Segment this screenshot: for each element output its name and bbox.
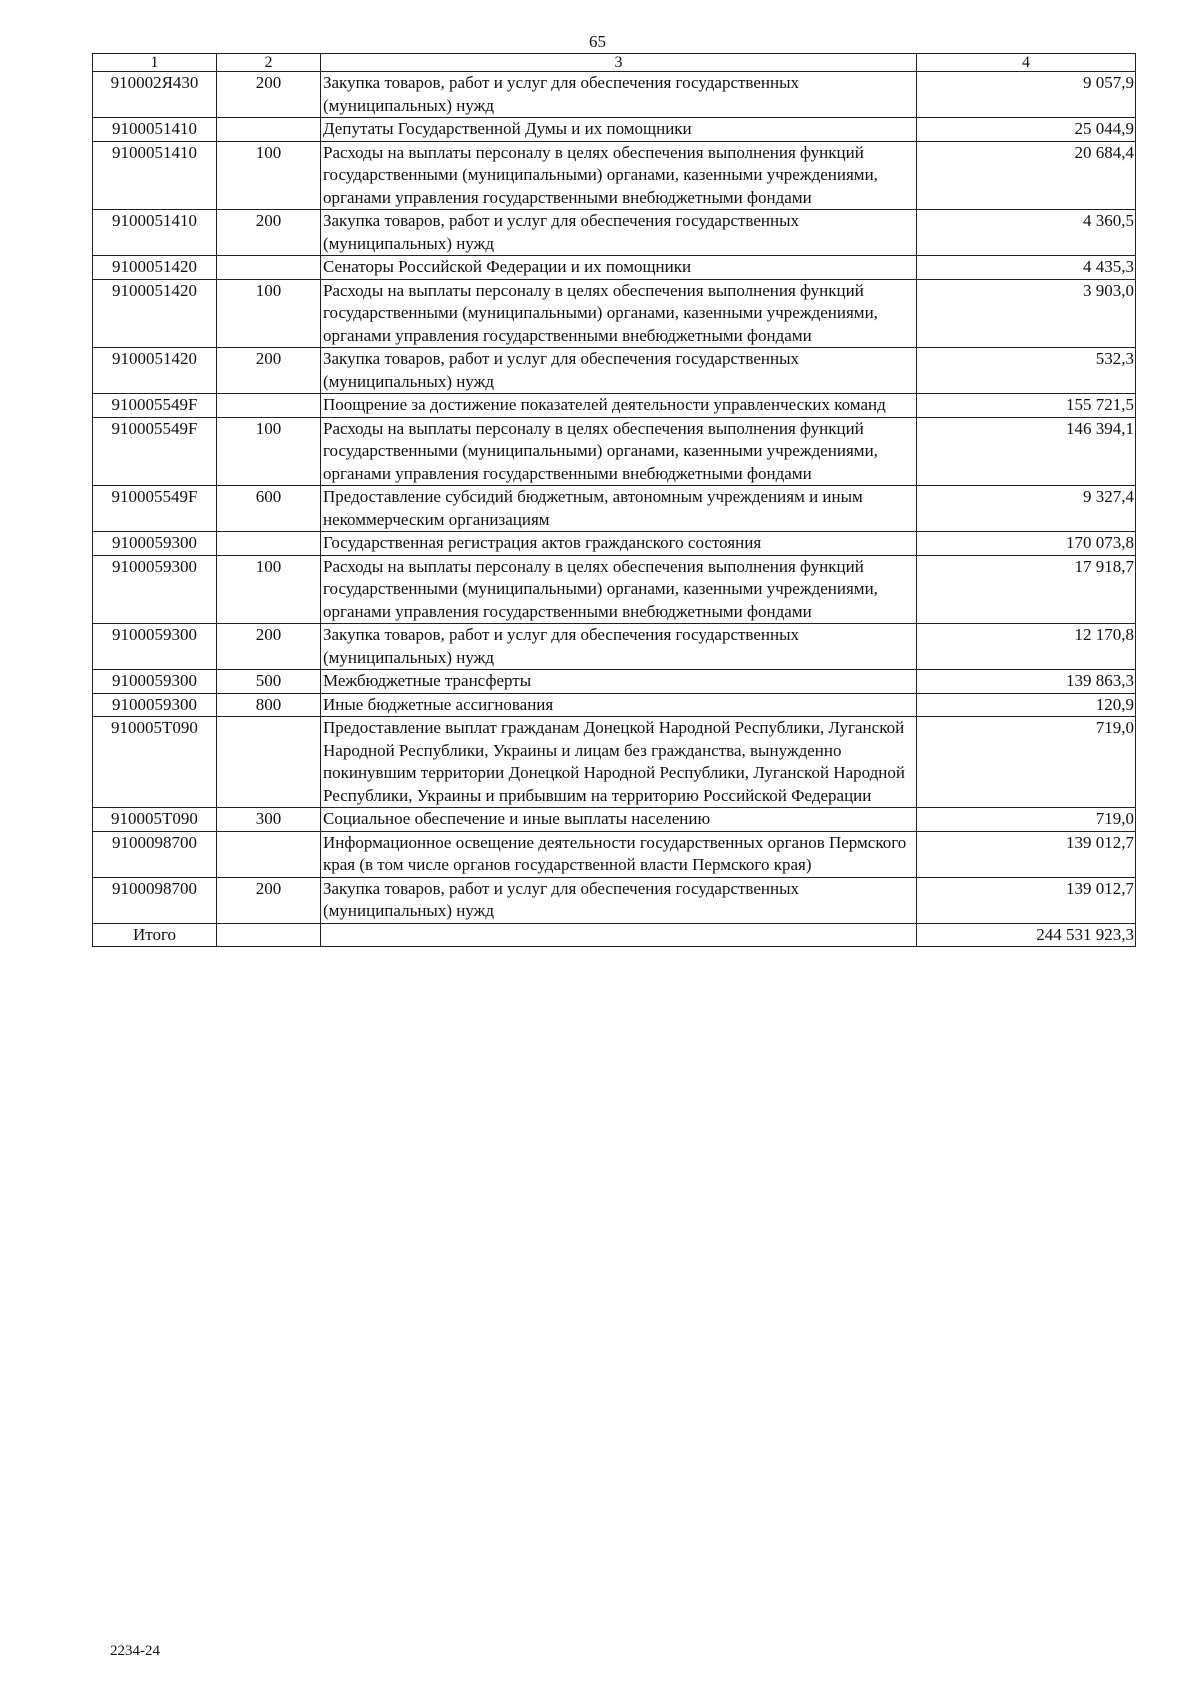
code-cell: 910005549F <box>93 417 217 486</box>
table-row <box>93 256 1136 280</box>
expense-kind-cell <box>217 831 321 877</box>
table-row <box>93 717 1136 808</box>
code-cell: 9100059300 <box>93 693 217 717</box>
code-cell: 9100051410 <box>93 210 217 256</box>
table-row <box>93 808 1136 832</box>
header-cell-1: 1 <box>93 54 217 72</box>
table-row <box>93 141 1136 210</box>
table-row <box>93 279 1136 348</box>
amount-cell: 4 435,3 <box>917 256 1136 280</box>
description-cell: Расходы на выплаты персоналу в целях обеспечения выполнения функций государственными (муниципальными) органами, казенными учреждениями, органами управления государственными внебюджетными фондами <box>321 141 917 210</box>
expense-kind-cell: 200 <box>217 348 321 394</box>
expense-kind-cell: 500 <box>217 670 321 694</box>
code-cell: 910005T090 <box>93 808 217 832</box>
table-row <box>93 486 1136 532</box>
description-cell: Расходы на выплаты персоналу в целях обеспечения выполнения функций государственными (муниципальными) органами, казенными учреждениями, органами управления государственными внебюджетными фондами <box>321 555 917 624</box>
code-cell: 910005549F <box>93 486 217 532</box>
amount-cell: 20 684,4 <box>917 141 1136 210</box>
amount-cell: 139 012,7 <box>917 831 1136 877</box>
expense-kind-cell: 100 <box>217 141 321 210</box>
expense-kind-cell <box>217 717 321 808</box>
amount-cell: 25 044,9 <box>917 118 1136 142</box>
code-cell: 9100059300 <box>93 532 217 556</box>
code-cell: 9100098700 <box>93 831 217 877</box>
table-row <box>93 831 1136 877</box>
expense-kind-cell: 200 <box>217 72 321 118</box>
code-cell: Итого <box>93 923 217 947</box>
amount-cell: 719,0 <box>917 717 1136 808</box>
table-row <box>93 210 1136 256</box>
description-cell: Расходы на выплаты персоналу в целях обеспечения выполнения функций государственными (муниципальными) органами, казенными учреждениями, органами управления государственными внебюджетными фондами <box>321 417 917 486</box>
expense-kind-cell <box>217 923 321 947</box>
total-row <box>93 923 1136 947</box>
page-number: 65 <box>589 32 606 51</box>
code-cell: 9100051420 <box>93 279 217 348</box>
budget-table <box>92 53 1136 947</box>
amount-cell: 139 012,7 <box>917 877 1136 923</box>
header-cell-3: 3 <box>321 54 917 72</box>
table-row <box>93 348 1136 394</box>
description-cell: Закупка товаров, работ и услуг для обеспечения государственных (муниципальных) нужд <box>321 348 917 394</box>
table-row <box>93 394 1136 418</box>
table-row <box>93 72 1136 118</box>
description-cell: Предоставление выплат гражданам Донецкой Народной Республики, Луганской Народной Республики, Украины и лицам без гражданства, вынужденно покинувшим территории Донецкой Народной Республики, Луганской Народной Республики, Украины и прибывшим на территорию Российской Федерации <box>321 717 917 808</box>
table-row <box>93 417 1136 486</box>
amount-cell: 9 057,9 <box>917 72 1136 118</box>
expense-kind-cell <box>217 532 321 556</box>
code-cell: 9100051410 <box>93 141 217 210</box>
description-cell: Информационное освещение деятельности государственных органов Пермского края (в том числе органов государственной власти Пермского края) <box>321 831 917 877</box>
description-cell <box>321 923 917 947</box>
amount-cell: 4 360,5 <box>917 210 1136 256</box>
amount-cell: 532,3 <box>917 348 1136 394</box>
expense-kind-cell: 100 <box>217 555 321 624</box>
table-row <box>93 555 1136 624</box>
amount-cell: 9 327,4 <box>917 486 1136 532</box>
code-cell: 9100059300 <box>93 555 217 624</box>
expense-kind-cell: 100 <box>217 279 321 348</box>
amount-cell: 120,9 <box>917 693 1136 717</box>
amount-cell: 146 394,1 <box>917 417 1136 486</box>
description-cell: Межбюджетные трансферты <box>321 670 917 694</box>
code-cell: 9100051420 <box>93 256 217 280</box>
expense-kind-cell <box>217 118 321 142</box>
amount-cell: 155 721,5 <box>917 394 1136 418</box>
code-cell: 9100051420 <box>93 348 217 394</box>
code-cell: 9100059300 <box>93 624 217 670</box>
amount-cell: 3 903,0 <box>917 279 1136 348</box>
amount-cell: 244 531 923,3 <box>917 923 1136 947</box>
amount-cell: 139 863,3 <box>917 670 1136 694</box>
description-cell: Иные бюджетные ассигнования <box>321 693 917 717</box>
description-cell: Государственная регистрация актов гражданского состояния <box>321 532 917 556</box>
expense-kind-cell <box>217 394 321 418</box>
table-row <box>93 693 1136 717</box>
code-cell: 910002Я430 <box>93 72 217 118</box>
table-row <box>93 877 1136 923</box>
expense-kind-cell <box>217 256 321 280</box>
table-row <box>93 670 1136 694</box>
expense-kind-cell: 100 <box>217 417 321 486</box>
header-cell-4: 4 <box>917 54 1136 72</box>
description-cell: Поощрение за достижение показателей деятельности управленческих команд <box>321 394 917 418</box>
table-row <box>93 624 1136 670</box>
amount-cell: 170 073,8 <box>917 532 1136 556</box>
expense-kind-cell: 600 <box>217 486 321 532</box>
description-cell: Социальное обеспечение и иные выплаты населению <box>321 808 917 832</box>
document-code: 2234-24 <box>110 1643 160 1659</box>
description-cell: Сенаторы Российской Федерации и их помощники <box>321 256 917 280</box>
amount-cell: 12 170,8 <box>917 624 1136 670</box>
description-cell: Предоставление субсидий бюджетным, автономным учреждениям и иным некоммерческим организациям <box>321 486 917 532</box>
description-cell: Закупка товаров, работ и услуг для обеспечения государственных (муниципальных) нужд <box>321 624 917 670</box>
code-cell: 9100051410 <box>93 118 217 142</box>
expense-kind-cell: 300 <box>217 808 321 832</box>
code-cell: 9100098700 <box>93 877 217 923</box>
description-cell: Закупка товаров, работ и услуг для обеспечения государственных (муниципальных) нужд <box>321 72 917 118</box>
description-cell: Закупка товаров, работ и услуг для обеспечения государственных (муниципальных) нужд <box>321 877 917 923</box>
amount-cell: 719,0 <box>917 808 1136 832</box>
budget-table-container <box>92 53 1136 947</box>
expense-kind-cell: 200 <box>217 877 321 923</box>
description-cell: Депутаты Государственной Думы и их помощники <box>321 118 917 142</box>
description-cell: Закупка товаров, работ и услуг для обеспечения государственных (муниципальных) нужд <box>321 210 917 256</box>
table-header-row <box>93 54 1136 72</box>
expense-kind-cell: 800 <box>217 693 321 717</box>
expense-kind-cell: 200 <box>217 624 321 670</box>
expense-kind-cell: 200 <box>217 210 321 256</box>
amount-cell: 17 918,7 <box>917 555 1136 624</box>
code-cell: 910005T090 <box>93 717 217 808</box>
description-cell: Расходы на выплаты персоналу в целях обеспечения выполнения функций государственными (муниципальными) органами, казенными учреждениями, органами управления государственными внебюджетными фондами <box>321 279 917 348</box>
table-row <box>93 118 1136 142</box>
table-row <box>93 532 1136 556</box>
header-cell-2: 2 <box>217 54 321 72</box>
code-cell: 9100059300 <box>93 670 217 694</box>
code-cell: 910005549F <box>93 394 217 418</box>
